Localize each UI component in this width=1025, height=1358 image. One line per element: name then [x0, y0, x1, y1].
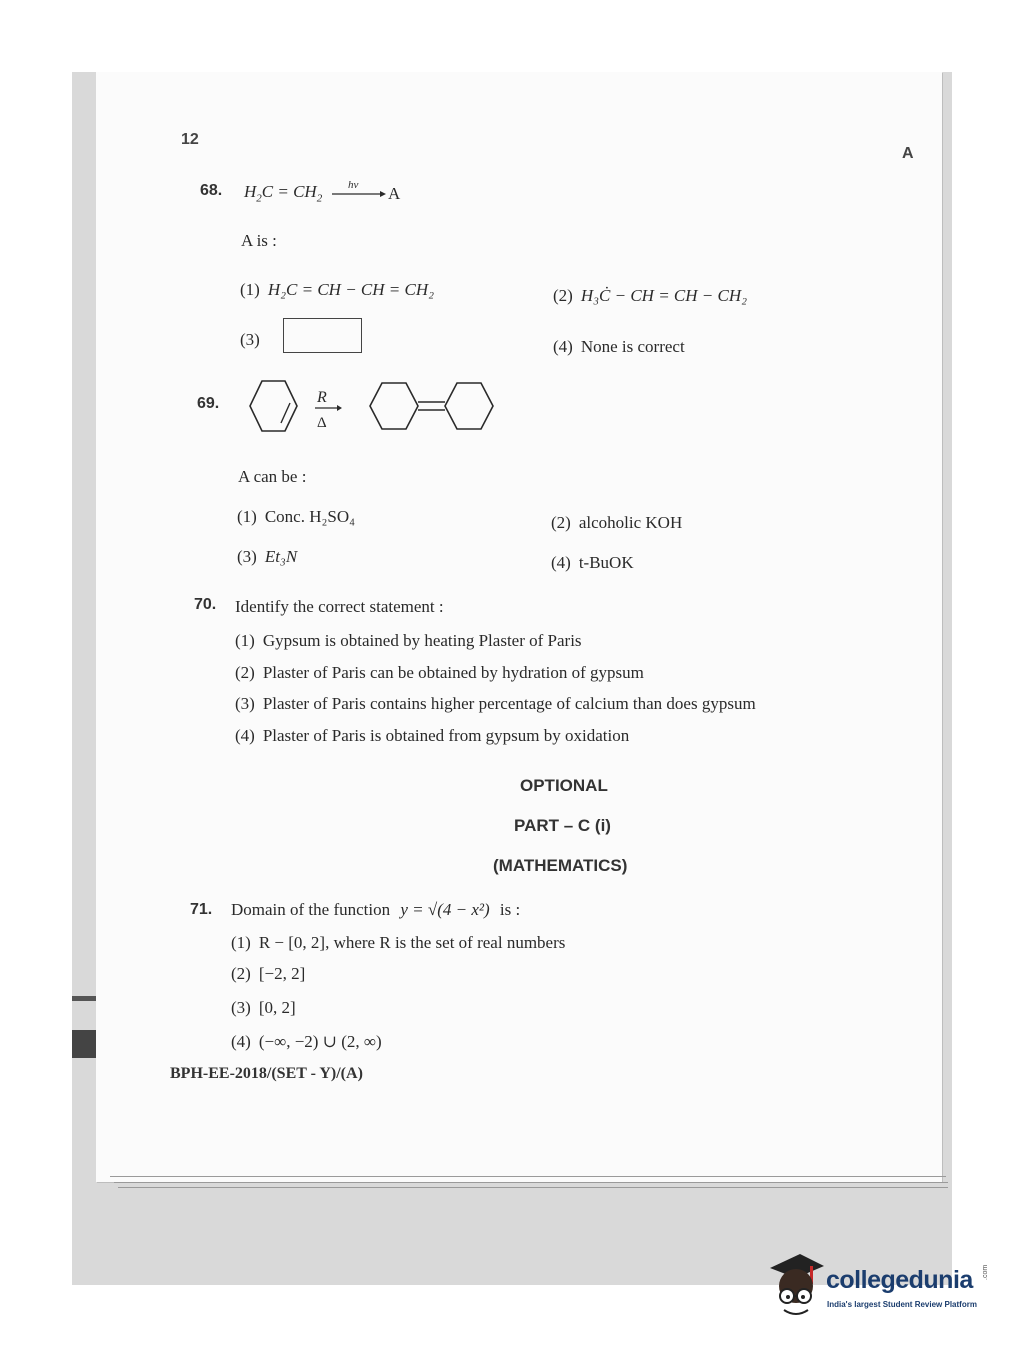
arrow-label: hv: [348, 179, 359, 191]
option-4: (4) t-BuOK: [551, 553, 634, 572]
question-number: 68.: [200, 182, 223, 199]
exam-page: [96, 72, 942, 1182]
option-1: (1) R − [0, 2], where R is the set of real numbers: [231, 933, 566, 952]
question-prompt: A can be :: [238, 467, 307, 486]
question-prompt: Domain of the function y = √(4 − x²) is :: [231, 900, 521, 919]
brand-name: collegedunia: [826, 1266, 973, 1294]
option-1: (1) H₂C = CH − CH = CH₂: [240, 280, 435, 299]
brand-tagline: India's largest Student Review Platform: [827, 1300, 977, 1309]
question-prompt: Identify the correct statement :: [235, 597, 444, 616]
option-2: (2) alcoholic KOH: [551, 513, 683, 532]
question-prompt: A is :: [241, 231, 277, 250]
option-3: (3) [0, 2]: [231, 998, 296, 1017]
collegedunia-mascot-icon: [766, 1250, 828, 1320]
option-3: (3): [240, 330, 260, 349]
heat-label: Δ: [317, 415, 327, 431]
paper-edge-line: [114, 1182, 948, 1183]
option-3: (3) Et₃N: [237, 547, 298, 566]
option-2: (2) Plaster of Paris can be obtained by hydration of gypsum: [235, 663, 644, 682]
option-4: (4) None is correct: [553, 337, 685, 356]
option-1: (1) Conc. H₂SO₄: [237, 507, 356, 526]
scan-edge-mark: [72, 996, 96, 1001]
scan-edge-mark: [72, 1030, 96, 1058]
option-2: (2) H₃Ċ − CH = CH − CH₂: [553, 286, 748, 305]
option-4: (4) Plaster of Paris is obtained from gypsum by oxidation: [235, 726, 630, 745]
option-2: (2) [−2, 2]: [231, 964, 306, 983]
paper-edge-line: [110, 1176, 946, 1177]
page-number: 12: [181, 131, 199, 148]
set-letter: A: [902, 145, 914, 162]
paper-code: BPH-EE-2018/(SET - Y)/(A): [170, 1065, 363, 1082]
question-number: 71.: [190, 901, 213, 918]
function-formula: y = √(4 − x²): [400, 900, 490, 919]
reagent-label: R: [317, 389, 327, 406]
brand-domain: .com: [982, 1264, 989, 1280]
reaction-scheme: [240, 375, 500, 437]
option-1: (1) Gypsum is obtained by heating Plaster of Paris: [235, 631, 582, 650]
reaction-arrow: [330, 177, 386, 199]
option-4: (4) (−∞, −2) ∪ (2, ∞): [231, 1032, 382, 1051]
question-number: 69.: [197, 395, 220, 412]
section-optional: OPTIONAL: [520, 776, 608, 795]
cyclohexene-structure: [250, 381, 297, 431]
blank-structure-box: [283, 318, 362, 353]
section-subject: (MATHEMATICS): [493, 856, 628, 875]
bicyclohexylidene-structure: [370, 383, 493, 429]
question-number: 70.: [194, 596, 217, 613]
reaction-equation: $H_2C = CH_2$: [244, 182, 323, 205]
paper-edge-line: [118, 1187, 948, 1188]
reaction-product: A: [388, 184, 401, 203]
option-3: (3) Plaster of Paris contains higher percentage of calcium than does gypsum: [235, 694, 756, 713]
section-part: PART – C (i): [514, 816, 611, 835]
